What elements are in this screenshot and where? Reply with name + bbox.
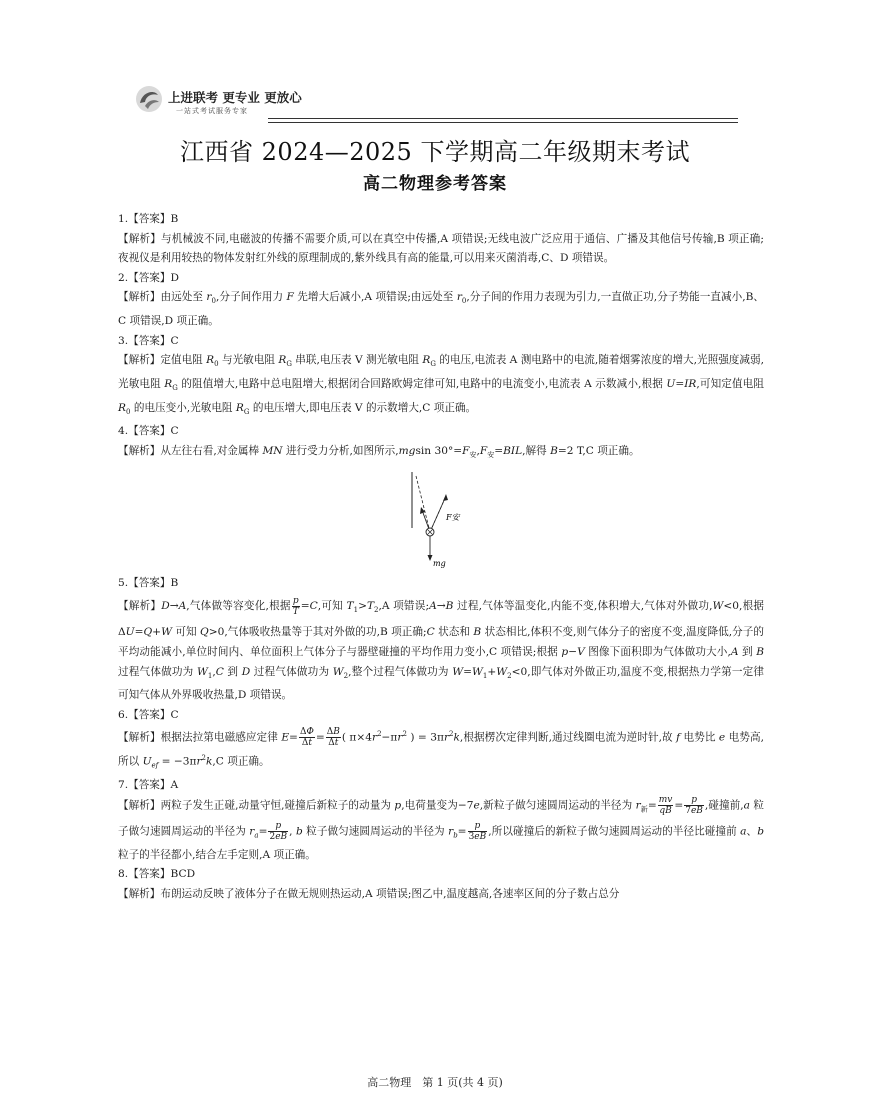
logo-swirl-icon bbox=[134, 84, 164, 114]
explanation-5: 【解析】D→A,气体做等容变化,根据 $\frac{p}{T}$ =C,可知 $T_1>T_2,A$ 项错误;A→B 过程,气体等温变化,内能不变,体积增大,气体对外做功,W<0,根据 ΔU=Q+W 可知 Q>0,气体吸收热量等于其对外做的功,B 项正确;C 状态和 B 状态相比,体积不变,则气体分子的密度不变,温度降低,分子的平均动能减小,单位时间内、单位面积上气体分子与器壁碰撞的平均作用力变小,C 项错误;根据 p−V 图像下面积即为气体做功大小,A 到 B 过程气体做功为 $W_1,C$ 到 D 过程气体做功为 $W_2$,整个过程气体做功为 $W=W_1+W_2<0$,即气体对外做正功,温度不变,根据热力学第一定律可知气体从外界吸收热量,D 项错误。 bbox=[118, 595, 765, 702]
answer-label-6: 6.【答案】C bbox=[118, 708, 179, 721]
header-rule bbox=[268, 118, 738, 119]
force-diagram bbox=[118, 466, 764, 574]
answer-label-5: 5.【答案】B bbox=[118, 576, 179, 589]
answer-label-1: 1.【答案】B bbox=[118, 213, 179, 225]
force-diagram-svg bbox=[400, 470, 470, 570]
explanation-1: 【解析】与机械波不同,电磁波的传播不需要介质,可以在真空中传播,A 项错误;无线电波广泛应用于通信、广播及其他信号传输,B 项正确;夜视仪是利用较热的物体发射红外线的原理制成的,紫外线具有高的能量,可以用来灭菌消毒,C、D 项错误。 bbox=[118, 232, 764, 265]
explanation-7: 【解析】两粒子发生正碰,动量守恒,碰撞后新粒子的动量为 p,电荷量变为−7e,新粒子做匀速圆周运动的半径为 $r_新=$ $\frac{mv}{qB}$ = $\frac{p}{7eB}$ ,碰撞前,a 粒子做匀速圆周运动的半径为 $r_a=$ $\frac{p}{2eB}$ , b 粒子做匀速圆周运动的半径为 $r_b=$ $\frac{p}{3eB}$ ,所以碰撞后的新粒子做匀速圆周运动的半径比碰撞前 a、b 粒子的半径都小,结合左手定则,A 项正确。 bbox=[118, 795, 765, 861]
answer-label-2: 2.【答案】D bbox=[118, 271, 179, 284]
explanation-4: 【解析】从左往右看,对金属棒 MN 进行受力分析,如图所示,mgsin $30^\circ=F_安,F_安=BIL$,解得 B=2 T,C 项正确。 bbox=[118, 444, 640, 460]
brand-logo bbox=[134, 82, 334, 122]
weight-label: mg bbox=[433, 558, 446, 568]
answer-label-3: 3.【答案】C bbox=[118, 334, 179, 347]
page-title: 江西省 2024—2025 下学期高二年级期末考试 bbox=[180, 138, 690, 166]
page-subtitle: 高二物理参考答案 bbox=[363, 174, 507, 194]
answer-label-4: 4.【答案】C bbox=[118, 425, 179, 438]
force-label: F安 bbox=[446, 512, 460, 522]
explanation-3: 【解析】定值电阻 $R_0$ 与光敏电阻 $R_G$ 串联,电压表 V 测光敏电阻 $R_G$ 的电压,电流表 A 测电路中的电流,随着烟雾浓度的增大,光照强度减弱,光敏电阻 $R_G$ 的阻值增大,电路中总电阻增大,根据闭合回路欧姆定律可知,电路中的电流变小,电流表 A 示数减小,根据 U=IR,可知定值电阻 $R_0$ 的电压变小,光敏电阻 $R_G$ 的电压增大,即电压表 V 的示数增大,C 项正确。 bbox=[118, 354, 764, 416]
answer-label-8: 8.【答案】BCD bbox=[118, 868, 196, 881]
page-footer: 高二物理 第 1 页(共 4 页) bbox=[367, 1076, 503, 1089]
logo-main-text: 上进联考 更专业 更放心 bbox=[168, 90, 302, 105]
answer-content bbox=[118, 210, 764, 905]
explanation-6: 【解析】根据法拉第电磁感应定律 E= $\frac{\Delta\Phi}{\Delta t}$ = $\frac{\Delta B}{\Delta t}$ ( $\pi\times 4r^2-\pi r^2$ ) = $3\pi r^2k$,根据楞次定律判断,通过线圈电流为逆时针,故 f 电势比 e 电势高,所以 $U_{ef} = -3\pi r^2k,C$ 项正确。 bbox=[118, 727, 764, 770]
header-rule-thin bbox=[268, 122, 738, 123]
explanation-8: 【解析】布朗运动反映了液体分子在做无规则热运动,A 项错误;图乙中,温度越高,各速率区间的分子数占总分 bbox=[118, 888, 620, 900]
answer-label-7: 7.【答案】A bbox=[118, 778, 179, 791]
logo-sub-text: 一站式考试服务专家 bbox=[176, 107, 248, 115]
explanation-2: 【解析】由远处至 $r_0$,分子间作用力 F 先增大后减小,A 项错误;由远处至 $r_0$,分子间的作用力表现为引力,一直做正功,分子势能一直减小,B、C 项错误,D 项正确。 bbox=[118, 291, 764, 328]
